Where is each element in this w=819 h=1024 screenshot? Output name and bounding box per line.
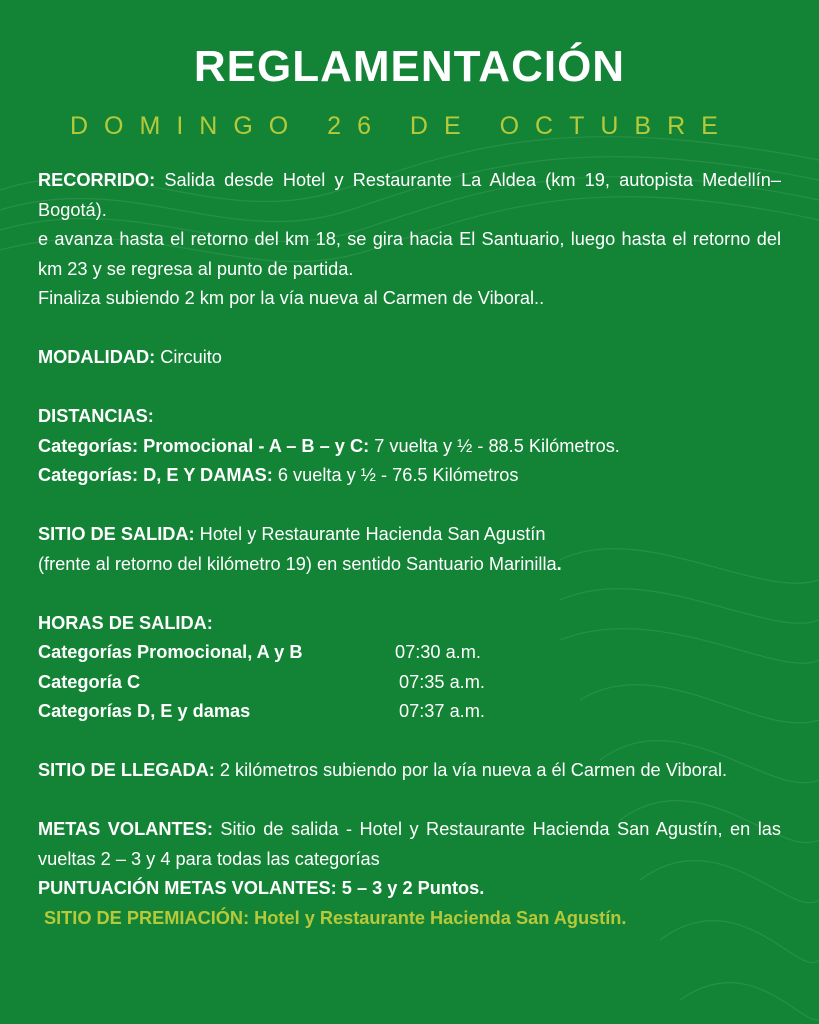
recorrido-label: RECORRIDO:: [38, 170, 156, 190]
puntuacion-line: PUNTUACIÓN METAS VOLANTES: 5 – 3 y 2 Puntos.: [38, 878, 485, 898]
recorrido-text-3-line: [38, 284, 781, 314]
sitio-salida-dot: .: [556, 553, 562, 574]
horas-row: [38, 638, 781, 668]
recorrido-text-2-line: [38, 225, 781, 284]
metas-label: METAS VOLANTES:: [38, 819, 213, 839]
sitio-llegada-label: SITIO DE LLEGADA:: [38, 760, 215, 780]
horas-row-time: 07:37 a.m.: [399, 701, 485, 721]
distancias-label: DISTANCIAS:: [38, 406, 154, 426]
sitio-salida-detail: (frente al retorno del kilómetro 19) en sentido Santuario Marinilla: [38, 553, 557, 574]
distancias-line-2-value: 6 vuelta y ½ - 76.5 Kilómetros: [272, 465, 519, 485]
distancias-line-1-label: Categorías: Promocional - A – B – y C:: [38, 435, 370, 456]
metas-section: [38, 815, 781, 874]
sitio-salida-label: SITIO DE SALIDA:: [38, 524, 195, 544]
distancias-line-2: [38, 461, 781, 491]
distancias-line-1: [38, 432, 781, 462]
sitio-salida-value: Hotel y Restaurante Hacienda San Agustín: [194, 524, 546, 544]
horas-row-time: 07:30 a.m.: [395, 642, 481, 662]
sitio-llegada-section: [38, 756, 781, 786]
sitio-salida-section: [38, 520, 781, 550]
modalidad-value: Circuito: [155, 347, 222, 367]
premiacion-line: SITIO DE PREMIACIÓN: Hotel y Restaurante Hacienda San Agustín.: [44, 907, 627, 928]
distancias-line-1-value: 7 vuelta y ½ - 88.5 Kilómetros.: [369, 435, 620, 456]
horas-heading: [38, 609, 781, 639]
regulation-content: [38, 166, 781, 933]
event-date: DOMINGO 26 DE OCTUBRE: [70, 112, 734, 140]
modalidad-section: [38, 343, 781, 373]
metas-value: Sitio de salida - Hotel y Restaurante Hacienda San Agustín, en las vueltas 2 – 3 y 4 para todas las categorías: [38, 819, 781, 869]
horas-row-time: 07:35 a.m.: [399, 671, 485, 692]
horas-row-category: Categorías Promocional, A y B: [38, 642, 303, 662]
horas-row-category: Categoría C: [38, 671, 141, 692]
recorrido-text-1: Salida desde Hotel y Restaurante La Aldea (km 19, autopista Medellín–Bogotá).: [38, 170, 781, 220]
modalidad-label: MODALIDAD:: [38, 347, 156, 367]
distancias-line-2-label: Categorías: D, E Y DAMAS:: [38, 465, 273, 485]
horas-row-category: Categorías D, E y damas: [38, 701, 251, 721]
horas-row: [38, 697, 781, 727]
page-title: REGLAMENTACIÓN: [193, 42, 626, 91]
horas-label: HORAS DE SALIDA:: [38, 612, 213, 633]
recorrido-section: [38, 166, 781, 225]
horas-row: [38, 668, 781, 698]
sitio-salida-detail-line: [38, 550, 781, 580]
recorrido-text-3: Finaliza subiendo 2 km por la vía nueva al Carmen de Viboral..: [38, 288, 545, 308]
recorrido-text-2: e avanza hasta el retorno del km 18, se gira hacia El Santuario, luego hasta el retorno del km 23 y se regresa al punto de partida.: [38, 229, 781, 279]
distancias-heading: [38, 402, 781, 432]
sitio-llegada-value: 2 kilómetros subiendo por la vía nueva a él Carmen de Viboral.: [214, 760, 728, 780]
